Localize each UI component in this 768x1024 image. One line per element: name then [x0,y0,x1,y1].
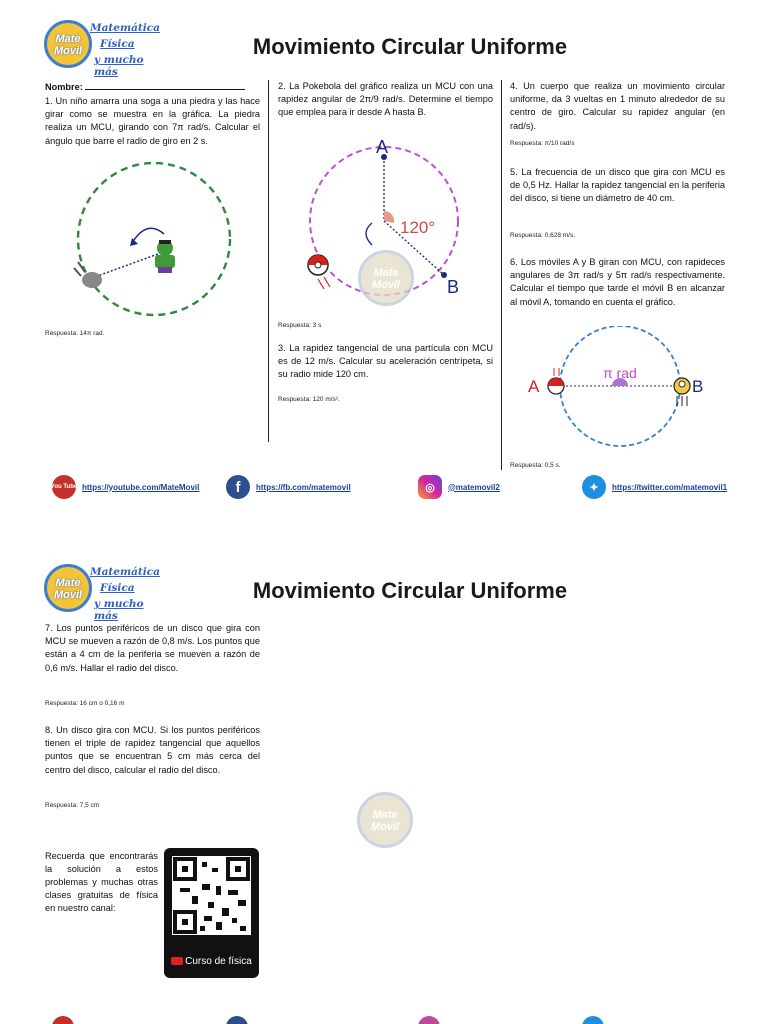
q6-label-a: A [528,377,540,396]
stone-icon [74,262,102,288]
qr-code[interactable] [172,856,251,935]
logo-tag-3: y mucho más [94,54,144,78]
pokeball-icon [308,255,330,289]
question-1: 1. Un niño amarra una soga a una piedra y las hace girar como se muestra en la gráfica. La piedra realiza un MCU, girando con 7π rad/s. Calcular el ángulo que barre el radio de giro en 2 s. [45,96,260,146]
facebook-link[interactable]: https://fb.com/matemovil [256,482,351,492]
answer-2: Respuesta: 3 s [278,322,322,329]
column-divider [501,80,502,470]
q6-diagram [526,326,716,454]
facebook-icon: f [226,475,250,499]
page-1 [0,0,768,505]
logo-tag-2: Física [100,38,135,50]
nombre-line [85,81,245,90]
page-title: Movimiento Circular Uniforme [252,578,568,603]
instagram-link[interactable]: @matemovil2 [448,482,500,492]
hulk-icon [155,240,175,273]
q6-label-b: B [692,377,704,396]
answer-4: Respuesta: π/10 rad/s [510,140,575,147]
q2-label-a: A [376,137,389,157]
social-facebook[interactable] [226,474,351,500]
youtube-play-icon [171,957,183,965]
logo-tag-3: y mucho más [94,598,144,622]
watermark-logo: Mate Movil [357,792,413,848]
qr-label[interactable]: Curso de física [164,956,259,967]
twitter-icon: ✦ [582,475,606,499]
logo [44,18,162,78]
logo-badge: Mate Movil [44,564,92,612]
twitter-link[interactable]: https://twitter.com/matemovil1 [612,482,728,492]
logo [44,562,162,622]
question-8: 8. Un disco gira con MCU. Si los puntos periféricos tienen el triple de rapidez tangencial que aquellos puntos que se encuentran 5 cm más cerca del centro del disco, calcular el radio del disco. [45,725,260,775]
question-7: 7. Los puntos periféricos de un disco que gira con MCU se mueven a razón de 0,8 m/s. Los puntos que están a 4 cm de la periferia se mueven a razón de 0,6 m/s. Hallar el radio del disco. [45,623,261,673]
question-2: 2. La Pokebola del gráfico realiza un MCU con una rapidez angular de 2π/9 rad/s. Determine el tiempo que emplea para ir desde A hasta B. [278,81,493,118]
q1-rotation-arrow [134,228,164,240]
question-4: 4. Un cuerpo que realiza un movimiento circular uniforme, da 3 vueltas en 1 minuto alrededor de su centro de giro. Calcular su rapidez angular (en rad/s). [510,81,725,131]
nombre-field[interactable]: Nombre: [45,81,260,94]
q2-angle-label: 120° [400,218,436,237]
question-3: 3. La rapidez tangencial de una partícula con MCU es de 12 m/s. Calcular su aceleración centrípeta, si su radio mide 120 cm. [278,343,493,380]
instagram-icon: ◎ [418,475,442,499]
q1-rope [92,254,158,278]
logo-tag-1: Matemática [90,566,160,578]
logo-badge: Mate Movil [44,20,92,68]
logo-tag-1: Matemática [90,22,160,34]
logo-tag-2: Física [100,582,135,594]
q2-rotation-arrow [366,223,372,245]
answer-1: Respuesta: 14π rad. [45,330,105,337]
page-gap [0,505,768,558]
answer-6: Respuesta: 0,5 s. [510,462,561,469]
answer-3: Respuesta: 120 m/s². [278,396,340,403]
qr-pattern-icon [172,856,251,935]
reminder-text: Recuerda que encontrarás la solución a estos problemas y muchas otras clases gratuitas de física en nuestro canal: [45,851,158,913]
q6-angle-label: π rad [603,365,637,381]
q1-orbit [78,163,230,315]
q2-label-b: B [447,277,460,297]
q2-angle-wedge [384,211,394,223]
q1-diagram [72,158,236,320]
page-title: Movimiento Circular Uniforme [252,34,568,59]
youtube-icon: You Tube [52,475,76,499]
social-twitter[interactable] [582,474,727,500]
watermark-logo: Mate Movil [358,250,414,306]
column-divider [268,80,269,442]
qr-code-card[interactable] [164,848,259,978]
answer-7: Respuesta: 16 cm o 0,16 m [45,700,125,707]
question-5: 5. La frecuencia de un disco que gira con MCU es de 0,5 Hz. Hallar la rapidez tangencial en la periferia del disco, si tiene un diámetro de 40 cm. [510,167,725,204]
answer-8: Respuesta: 7,5 cm [45,802,100,809]
minion-icon [674,378,690,406]
youtube-link[interactable]: https://youtube.com/MateMovil [82,482,200,492]
social-instagram[interactable] [418,474,500,500]
question-6: 6. Los móviles A y B giran con MCU, con rapideces angulares de 3π rad/s y 5π rad/s respectivamente. Calcular el tiempo que tarde el móvil B en alcanzar al móvil A, tomando en cuenta el gráfico. [510,257,725,307]
social-youtube[interactable] [52,474,199,500]
answer-5: Respuesta: 0,628 m/s. [510,232,576,239]
